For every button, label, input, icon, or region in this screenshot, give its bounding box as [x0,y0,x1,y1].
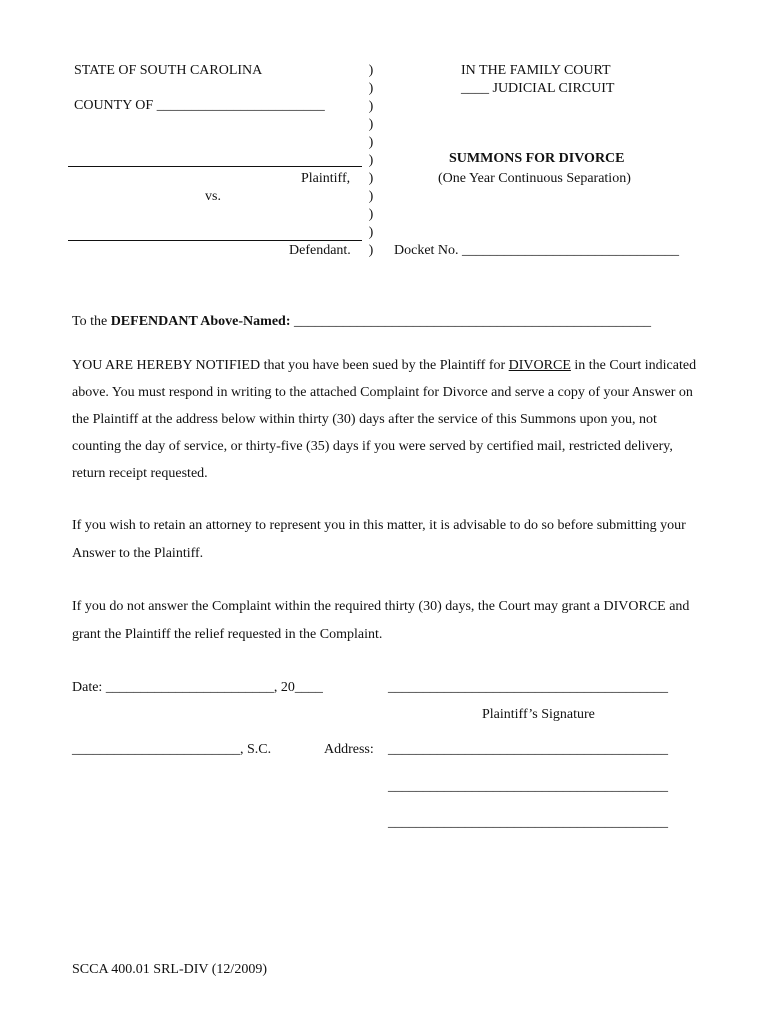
address-label: Address: [324,742,374,757]
paren: ) [368,81,374,96]
form-id: SCCA 400.01 SRL-DIV (12/2009) [72,962,267,977]
paren: ) [368,63,374,78]
state-label: STATE OF SOUTH CAROLINA [74,63,263,78]
paren: ) [368,225,374,240]
city-line: ________________________, S.C. [72,742,272,757]
signature-line: ________________________________________ [388,680,668,695]
paren: ) [368,99,374,114]
divorce-underlined: DIVORCE [508,358,571,373]
defendant-blank: ___________________________________________________ [290,314,651,329]
address-line-2: ________________________________________ [388,779,668,794]
defendant-above-named: DEFENDANT Above-Named: [110,314,291,329]
address-line-1: ________________________________________ [388,742,668,757]
to-prefix: To the [72,314,111,329]
default-paragraph: If you do not answer the Complaint within the required thirty (30) days, the Court may grant a DIVORCE and grant the Plaintiff the relief requested in the Complaint. [72,599,690,642]
notice-text-start: YOU ARE HEREBY NOTIFIED that you have been sued by the Plaintiff for [72,358,509,373]
date-line: Date: ________________________, 20____ [72,680,323,695]
defendant-label: Defendant. [289,243,351,258]
plaintiff-name-line [68,166,362,167]
docket-label: Docket No. [394,243,459,258]
county-label-text: COUNTY OF [74,98,154,113]
judicial-circuit: ____ JUDICIAL CIRCUIT [461,81,615,96]
attorney-paragraph: If you wish to retain an attorney to represent you in this matter, it is advisable to do so before submitting your Answer to the Plaintiff. [72,518,686,561]
paren: ) [368,171,374,186]
paren: ) [368,243,374,258]
paren: ) [368,117,374,132]
docket-blank: _______________________________ [462,243,680,258]
defendant-name-line [68,240,362,241]
county-label [74,98,325,114]
signature-label: Plaintiff’s Signature [482,707,595,722]
paren: ) [368,153,374,168]
paren: ) [368,135,374,150]
address-line-3: ________________________________________ [388,815,668,830]
document-subtitle: (One Year Continuous Separation) [438,171,631,186]
document-title: SUMMONS FOR DIVORCE [449,151,625,166]
plaintiff-label: Plaintiff, [301,171,351,186]
docket-number [394,243,679,259]
county-blank: ________________________ [156,98,325,113]
paren: ) [368,207,374,222]
court-name: IN THE FAMILY COURT [461,63,611,78]
vs-label: vs. [205,189,221,204]
notice-paragraph [72,352,702,487]
to-defendant-line [72,314,651,330]
notice-text-end: in the Court indicated above. You must respond in writing to the attached Complaint for Divorce and serve a copy of your Answer on the Plaintiff at the address below within thirty (30) days after the service of this Summons upon you, not counting the day of service, or thirty-five (35) days if you were served by certified mail, restricted delivery, return receipt requested. [72,358,697,481]
paren: ) [368,189,374,204]
